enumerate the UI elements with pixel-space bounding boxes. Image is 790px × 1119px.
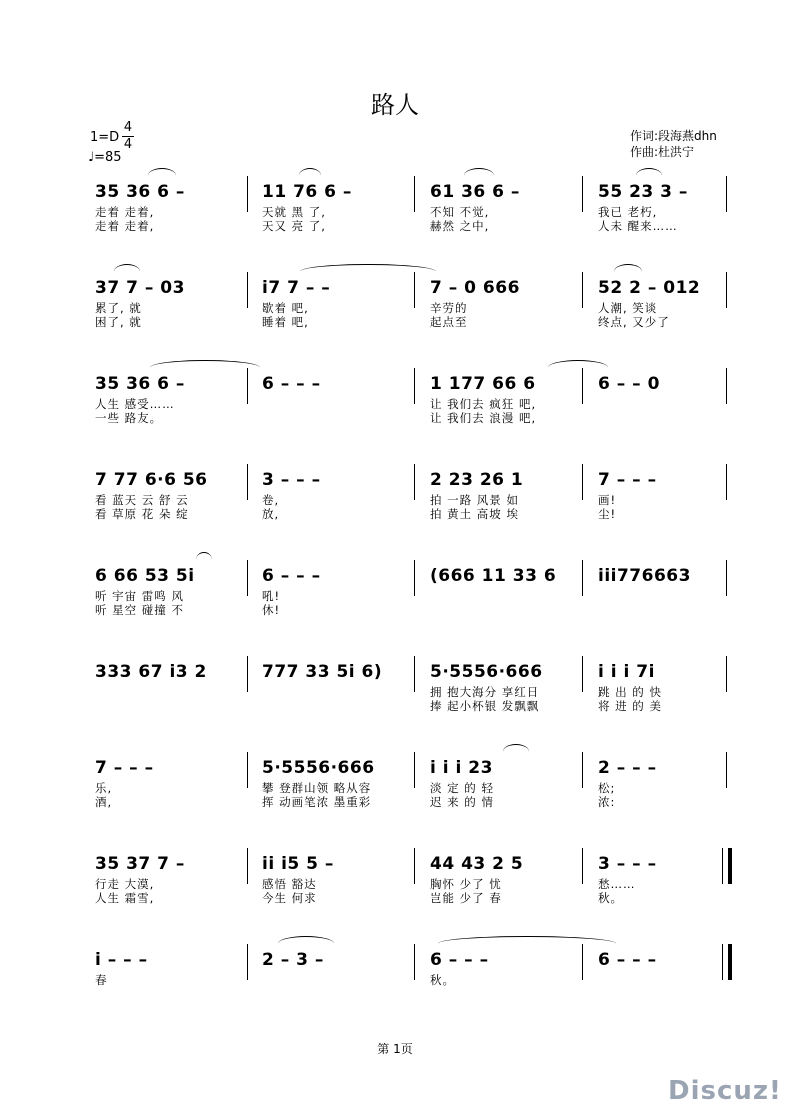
lyricist: 作词:段海燕dhn xyxy=(630,129,717,143)
score-system xyxy=(0,560,790,670)
slur-arc xyxy=(548,360,608,375)
lyric-verse-1: 胸怀 少了 忧 xyxy=(430,877,502,891)
score-system xyxy=(0,848,790,958)
lyric-verse-1: 行走 大漠, xyxy=(95,877,155,891)
measure-notes: ii i5 5 – xyxy=(262,854,334,874)
barline xyxy=(726,368,727,404)
time-signature xyxy=(122,121,134,152)
lyric-verse-1: 感悟 豁达 xyxy=(262,877,317,891)
measure-notes: i i i 7i xyxy=(598,662,655,682)
measure-notes: 2 – – – xyxy=(598,758,657,778)
lyric-verse-2: 听 星空 碰撞 不 xyxy=(95,603,184,617)
score-system xyxy=(0,656,790,766)
score-system xyxy=(0,464,790,574)
measure-notes: i7 7 – – xyxy=(262,278,331,298)
slur-arc xyxy=(299,168,321,183)
barline xyxy=(247,176,248,212)
lyric-verse-1: 歇着 吧, xyxy=(262,301,309,315)
barline xyxy=(247,848,248,884)
measure-notes: 1 177 66 6 xyxy=(430,374,536,394)
measure-notes: 35 37 7 – xyxy=(95,854,185,874)
slur-arc xyxy=(278,936,334,951)
slur-arc xyxy=(148,168,176,183)
measure-notes: 6 – – – xyxy=(262,566,321,586)
lyric-verse-1: 春 xyxy=(95,973,108,987)
lyric-verse-1: 拍 一路 风景 如 xyxy=(430,493,519,507)
lyric-verse-1: 人潮, 笑谈 xyxy=(598,301,658,315)
lyric-verse-2: 人生 霜雪, xyxy=(95,891,155,905)
barline xyxy=(582,848,583,884)
measure-notes: 2 – 3 – xyxy=(262,950,324,970)
slur-arc xyxy=(636,168,662,183)
slur-arc xyxy=(503,744,529,759)
lyric-verse-1: 拥 抱大海分 享红日 xyxy=(430,685,540,699)
lyric-verse-2: 休! xyxy=(262,603,281,617)
lyric-verse-1: 让 我们去 疯狂 吧, xyxy=(430,397,537,411)
lyric-verse-1: 看 蓝天 云 舒 云 xyxy=(95,493,189,507)
composer: 作曲:杜洪宁 xyxy=(630,145,695,159)
slur-arc xyxy=(150,360,260,375)
measure-notes: 44 43 2 5 xyxy=(430,854,524,874)
measure-notes: 6 66 53 5i xyxy=(95,566,195,586)
lyric-verse-1: 攀 登群山领 略从容 xyxy=(262,781,372,795)
slur-arc xyxy=(196,552,212,567)
lyric-verse-2: 睡着 吧, xyxy=(262,315,309,329)
lyric-verse-2: 挥 动画笔浓 墨重彩 xyxy=(262,795,372,809)
barline xyxy=(414,848,415,884)
final-barline xyxy=(722,944,732,980)
measure-notes: i i i 23 xyxy=(430,758,493,778)
lyric-verse-1: 跳 出 的 快 xyxy=(598,685,662,699)
measure-notes: 2 23 26 1 xyxy=(430,470,524,490)
lyric-verse-2: 今生 何求 xyxy=(262,891,317,905)
measure-notes: 7 – – – xyxy=(598,470,657,490)
key-signature: 1=D xyxy=(90,130,120,145)
barline xyxy=(414,752,415,788)
lyric-verse-2: 天又 亮 了, xyxy=(262,219,326,233)
barline xyxy=(247,656,248,692)
measure-notes: iii776663 xyxy=(598,566,691,586)
barline xyxy=(582,560,583,596)
measure-notes: 61 36 6 – xyxy=(430,182,520,202)
measure-notes: 333 67 i3 2 xyxy=(95,662,207,682)
slur-arc xyxy=(614,264,642,279)
page-number: 第 1页 xyxy=(377,1042,413,1056)
measure-notes: 3 – – – xyxy=(598,854,657,874)
measure-notes: 7 77 6·6 56 xyxy=(95,470,208,490)
score-system xyxy=(0,944,790,1054)
lyric-verse-2: 终点, 又少了 xyxy=(598,315,670,329)
credits xyxy=(630,128,717,160)
measure-notes: 55 23 3 – xyxy=(598,182,688,202)
measure-notes: 6 – – 0 xyxy=(598,374,660,394)
measure-notes: 37 7 – 03 xyxy=(95,278,185,298)
measure-notes: 35 36 6 – xyxy=(95,374,185,394)
lyric-verse-1: 听 宇宙 雷鸣 风 xyxy=(95,589,184,603)
lyric-verse-2: 让 我们去 浪漫 吧, xyxy=(430,411,537,425)
lyric-verse-1: 秋。 xyxy=(430,973,455,987)
lyric-verse-1: 人生 感受…… xyxy=(95,397,175,411)
measure-notes: 6 – – – xyxy=(598,950,657,970)
lyric-verse-1: 不知 不觉, xyxy=(430,205,490,219)
lyric-verse-1: 走着 走着, xyxy=(95,205,155,219)
lyric-verse-2: 秋。 xyxy=(598,891,623,905)
measure-notes: 52 2 – 012 xyxy=(598,278,701,298)
barline xyxy=(414,944,415,980)
measure-notes: (666 11 33 6 xyxy=(430,566,557,586)
slur-arc xyxy=(438,936,616,951)
tempo-marking: ♩=85 xyxy=(88,150,122,165)
measure-notes: 7 – – – xyxy=(95,758,154,778)
measure-notes: 6 – – – xyxy=(262,374,321,394)
lyric-verse-2: 看 草原 花 朵 绽 xyxy=(95,507,189,521)
lyric-verse-2: 走着 走着, xyxy=(95,219,155,233)
measure-notes: 11 76 6 – xyxy=(262,182,352,202)
lyric-verse-1: 辛劳的 xyxy=(430,301,468,315)
slur-arc xyxy=(300,264,436,279)
lyric-verse-1: 松; xyxy=(598,781,616,795)
measure-notes: 5·5556·666 xyxy=(430,662,543,682)
measure-notes: i – – – xyxy=(95,950,148,970)
barline xyxy=(414,560,415,596)
lyric-verse-1: 画! xyxy=(598,493,617,507)
watermark-logo: Discuz! xyxy=(668,1076,782,1106)
song-title: 路人 xyxy=(371,91,419,119)
lyric-verse-2: 浓: xyxy=(598,795,616,809)
barline xyxy=(726,560,727,596)
barline xyxy=(582,176,583,212)
lyric-verse-1: 卷, xyxy=(262,493,280,507)
measure-notes: 35 36 6 – xyxy=(95,182,185,202)
lyric-verse-1: 愁…… xyxy=(598,877,636,891)
measure-notes: 3 – – – xyxy=(262,470,321,490)
barline xyxy=(247,464,248,500)
lyric-verse-2: 将 进 的 美 xyxy=(598,699,662,713)
lyric-verse-1: 累了, 就 xyxy=(95,301,142,315)
lyric-verse-2: 起点至 xyxy=(430,315,468,329)
measure-notes: 777 33 5i 6) xyxy=(262,662,383,682)
lyric-verse-1: 吼! xyxy=(262,589,281,603)
slur-arc xyxy=(464,168,494,183)
lyric-verse-2: 人未 醒来…… xyxy=(598,219,678,233)
lyric-verse-2: 岂能 少了 春 xyxy=(430,891,502,905)
barline xyxy=(247,272,248,308)
measure-notes: 7 – 0 666 xyxy=(430,278,520,298)
barline xyxy=(247,560,248,596)
lyric-verse-2: 放, xyxy=(262,507,280,521)
measure-notes: 5·5556·666 xyxy=(262,758,375,778)
lyric-verse-2: 一些 路友。 xyxy=(95,411,163,425)
barline xyxy=(582,272,583,308)
lyric-verse-2: 困了, 就 xyxy=(95,315,142,329)
barline xyxy=(726,176,727,212)
lyric-verse-2: 拍 黄土 高坡 埃 xyxy=(430,507,519,521)
barline xyxy=(414,656,415,692)
repeat-end-barline xyxy=(722,848,732,884)
time-sig-top: 4 xyxy=(123,120,133,135)
lyric-verse-2: 捧 起小杯银 发飘飘 xyxy=(430,699,540,713)
slur-arc xyxy=(114,264,140,279)
barline xyxy=(726,752,727,788)
lyric-verse-2: 迟 来 的 情 xyxy=(430,795,494,809)
lyric-verse-2: 尘! xyxy=(598,507,617,521)
lyric-verse-1: 我已 老朽, xyxy=(598,205,658,219)
lyric-verse-2: 酒, xyxy=(95,795,113,809)
lyric-verse-1: 天就 黑 了, xyxy=(262,205,326,219)
lyric-verse-2: 赫然 之中, xyxy=(430,219,490,233)
barline xyxy=(726,656,727,692)
score-system xyxy=(0,272,790,382)
barline xyxy=(726,464,727,500)
barline xyxy=(582,752,583,788)
barline xyxy=(414,368,415,404)
barline xyxy=(582,656,583,692)
barline xyxy=(247,752,248,788)
lyric-verse-1: 淡 定 的 轻 xyxy=(430,781,494,795)
barline xyxy=(726,272,727,308)
score-system xyxy=(0,752,790,862)
barline xyxy=(414,464,415,500)
lyric-verse-1: 乐, xyxy=(95,781,113,795)
barline xyxy=(414,176,415,212)
barline xyxy=(247,944,248,980)
time-sig-bottom: 4 xyxy=(123,137,133,152)
measure-notes: 6 – – – xyxy=(430,950,489,970)
score-system xyxy=(0,368,790,478)
barline xyxy=(582,464,583,500)
